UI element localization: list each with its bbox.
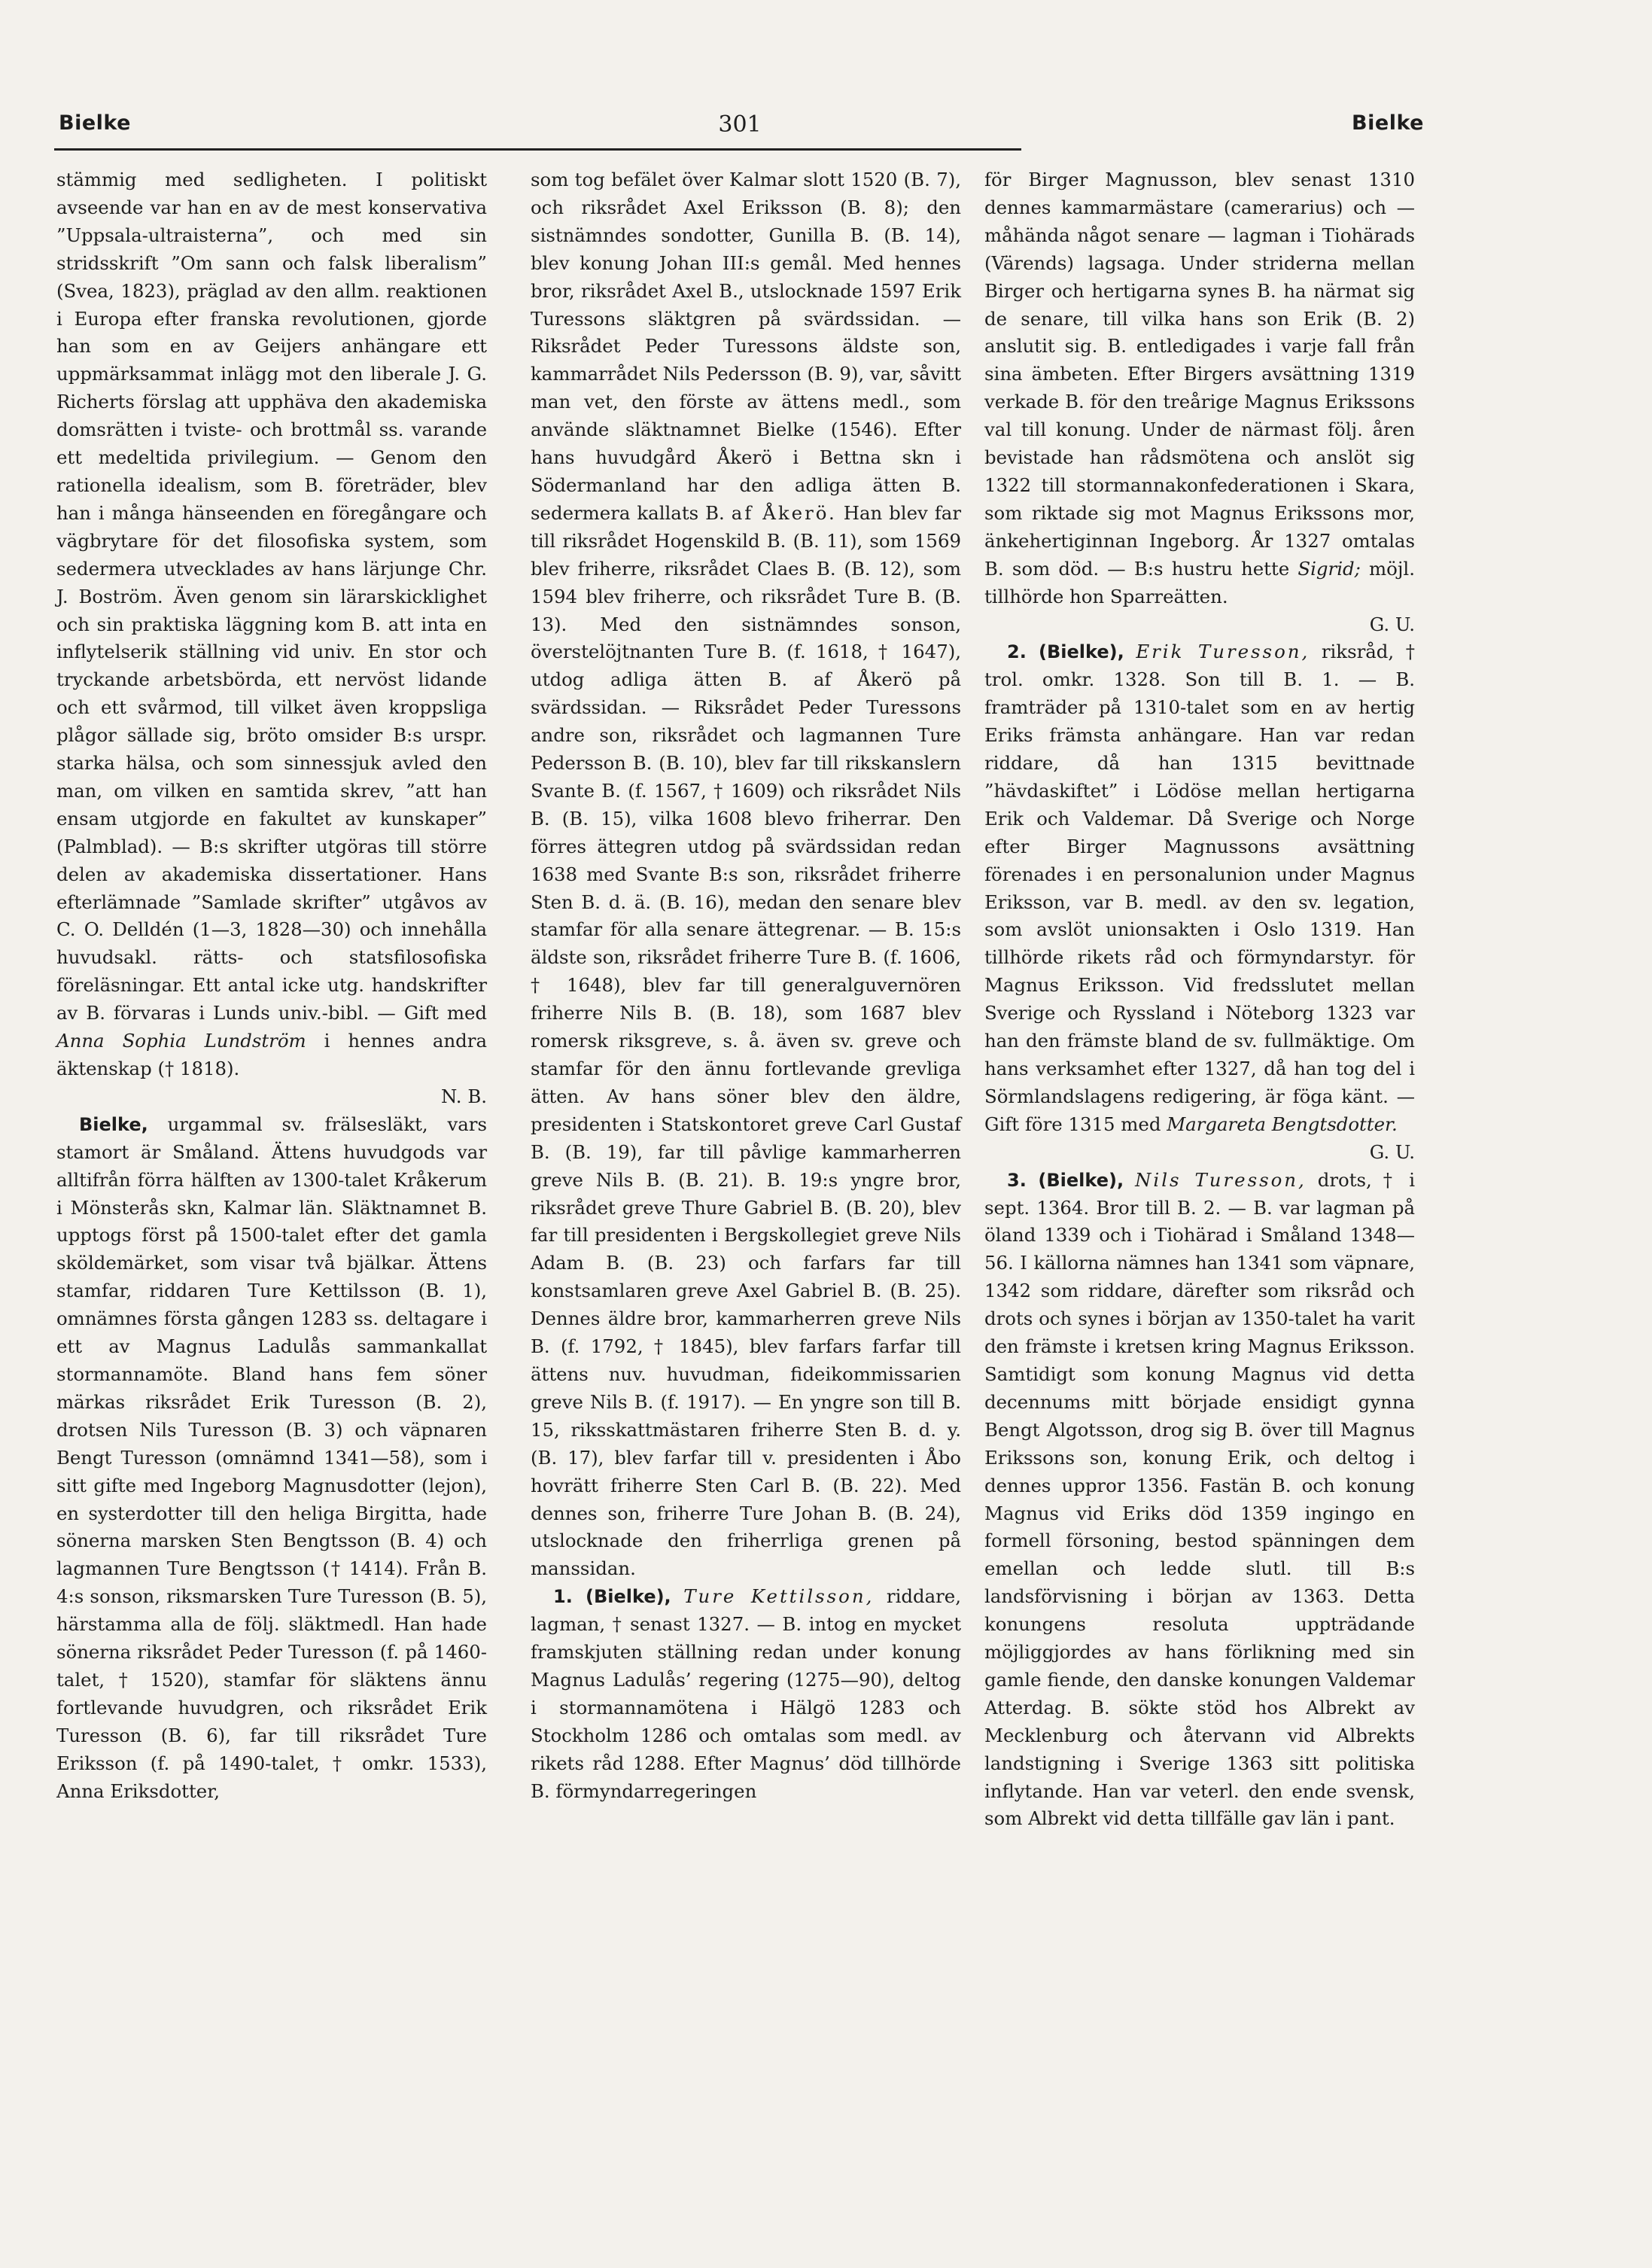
paragraph-text: riddare, lagman, † senast 1327. — B. intog en mycket framskjuten ställning redan under konung Magnus Ladulås’ regering (1275—90), deltog i stormannamötena i Hälgö 1283 och Stockholm 1286 och omtalas som medl. av rikets råd 1288. Efter Magnus’ död tillhörde B. förmyndarregeringen xyxy=(531,1585,961,1802)
header-right-word: Bielke xyxy=(1352,111,1424,135)
entry-nils-turesson xyxy=(984,1167,1415,1834)
spouse-name: Sigrid; xyxy=(1298,557,1361,580)
entry-erik-turesson xyxy=(984,638,1415,1166)
paragraph xyxy=(531,166,961,1583)
entry-headword: 2. (Bielke), xyxy=(1007,641,1124,663)
paragraph-text: i hennes andra äktenskap († 1818). xyxy=(56,1030,487,1079)
paragraph-text: drots, † i sept. 1364. Bror till B. 2. — B. var lagman på öland 1339 och i Tiohärad i Småland 1348—56. I källorna nämnes han 1341 som väpnare, 1342 som riddare, därefter som riksråd och drots och synes i början av 1350-talet ha varit den främste i kretsen kring Magnus Eriksson. Samtidigt som konung Magnus vid detta decennums mitt började ensidigt gynna Bengt Algotsson, drog sig B. över till Magnus Erikssons son, konung Erik, och deltog i dennes uppror 1356. Fastän B. och konung Magnus vid Eriks död 1359 ingingo en formell försoning, bestod spänningen dem emellan och ledde slutl. till B:s landsförvisning i början av 1363. Detta konungens resoluta uppträdande möjliggjordes av hans förlikning med sin gamle fiende, den danske konungen Valdemar Atterdag. B. sökte stöd hos Albrekt av Mecklenburg och återvann vid Albrekts landstigning i Sverige 1363 sitt politiska inflytande. Han var veterl. den ende svensk, som Albrekt vid detta tillfälle gav län i pant. xyxy=(984,1168,1416,1830)
paragraph-text: som tog befälet över Kalmar slott 1520 (B. 7), och riksrådet Axel Eriksson (B. 8); den sistnämndes sondotter, Gunilla B. (B. 14), blev konung Johan III:s gemål. Med hennes bror, riksrådet Axel B., utslocknade 1597 Erik Turessons släktgren på svärdssidan. — Riksrådet Peder Turessons äldste son, kammarrådet Nils Pedersson (B. 9), var, såvitt man vet, den förste av ättens medl., som använde släktnamnet Bielke (1546). Efter hans huvudgård Åkerö i Bettna skn i Södermanland har den adliga ätten B. sedermera kallats B. xyxy=(531,169,961,524)
paragraph-text: urgammal sv. frälsesläkt, vars stamort är Småland. Ättens huvudgods var alltifrån förra hälften av 1300-talet Kråkerum i Mönsterås skn, Kalmar län. Släktnamnet B. upptogs först på 1500-talet efter det gamla sköldemärket, som visar två bjälkar. Ättens stamfar, riddaren Ture Kettilsson (B. 1), omnämnes första gången 1283 ss. deltagare i ett av Magnus Ladulås sammankallat stormannamöte. Bland hans fem söner märkas riksrådet Erik Turesson (B. 2), drotsen Nils Turesson (B. 3) och väpnaren Bengt Turesson (omnämnd 1341—58), som i sitt gifte med Ingeborg Magnusdotter (lejon), en systerdotter till den heliga Birgitta, hade sönerna marsken Sten Bengtsson (B. 4) och lagmannen Ture Bengtsson († 1414). Från B. 4:s sonson, riksmarsken Ture Turesson (B. 5), härstamma alla de följ. släktmedl. Han hade sönerna riksrådet Peder Turesson (f. på 1460-talet, † 1520), stamfar för släktens ännu fortlevande huvudgren, och riksrådet Erik Turesson (B. 6), far till riksrådet Ture Eriksson (f. på 1490-talet, † omkr. 1533), Anna Eriksdotter, xyxy=(56,1113,487,1802)
spouse-name: Margareta Bengtsdotter. xyxy=(1167,1113,1398,1135)
paragraph xyxy=(56,166,487,1111)
paragraph-text: riksråd, † trol. omkr. 1328. Son till B. 1. — B. framträder på 1310-talet som en av hertig Eriks främsta anhängare. Han var redan riddare, då han 1315 bevittnade ”hävdaskiftet” i Lödöse mellan hertigarna Erik och Valdemar. Då Sverige och Norge efter Birger Magnussons avsättning förenades i en personalunion under Magnus Eriksson, var B. medl. av den sv. legation, som avslöt unionsakten i Oslo 1319. Han tillhörde rikets råd och förmyndarstyr. för Magnus Eriksson. Vid fredsslutet mellan Sverige och Ryssland i Nöteborg 1323 var han den främste bland de sv. fullmäktige. Om hans verksamhet efter 1327, då han tog del i Sörmlandslagens redigering, är föga känt. — Gift före 1315 med xyxy=(984,641,1415,1135)
page-number: 301 xyxy=(718,111,762,138)
entry-person-name: Ture Kettilsson, xyxy=(683,1585,875,1608)
entry-person-name: Erik Turesson, xyxy=(1136,641,1310,663)
entry-headword: 3. (Bielke), xyxy=(1007,1169,1124,1191)
paragraph-text: Han blev far till riksrådet Hogenskild B. (B. 11), som 1569 blev friherre, riksrådet Claes B. (B. 12), som 1594 blev friherre, och riksrådet Ture B. (B. 13). Med den sistnämndes sonson, överstelöjtnanten Ture B. (f. 1618, † 1647), utdog adliga ätten B. af Åkerö på svärdssidan. — Riksrådet Peder Turessons andre son, riksrådet och lagmannen Ture Pedersson B. (B. 10), blev far till rikskanslern Svante B. (f. 1567, † 1609) och riksrådet Nils B. (B. 15), vilka 1608 blevo friherrar. Den förres ättegren utdog på svärdssidan redan 1638 med Svante B:s son, riksrådet friherre Sten B. d. ä. (B. 16), medan den senare blev stamfar för alla senare ättegrenar. — B. 15:s äldste son, riksrådet friherre Ture B. (f. 1606, † 1648), blev far till generalguvernören friherre Nils B. (B. 18), som 1687 blev romersk riksgreve, s. å. även sv. greve och stamfar för den ännu fortlevande grevliga ätten. Av hans söner blev den äldre, presidenten i Statskontoret greve Carl Gustaf B. (B. 19), far till påvlige kammarherren greve Nils B. (B. 21). B. 19:s yngre bror, riksrådet greve Thure Gabriel B. (B. 20), blev far till presidenten i Bergskollegiet greve Nils Adam B. (B. 23) och farfars far till konstsamlaren greve Axel Gabriel B. (B. 25). Dennes äldre bror, kammarherren greve Nils B. (f. 1792, † 1845), blev farfars farfar till ättens nuv. huvudman, fideikommissarien greve Nils B. (f. 1917). — En yngre son till B. 15, riksskattmästaren friherre Sten B. d. y. (B. 17), blev farfar till v. presidenten i Åbo hovrätt friherre Sten Carl B. (B. 22). Med dennes son, friherre Ture Johan B. (B. 24), utslocknade den friherrliga grenen på manssidan. xyxy=(531,501,961,1580)
header-rule xyxy=(54,148,1021,151)
running-header xyxy=(53,111,1427,149)
entry-ture-kettilsson xyxy=(531,1583,961,1805)
text-column-2 xyxy=(531,166,961,1805)
entry-headword: Bielke, xyxy=(79,1113,148,1135)
text-column-3 xyxy=(984,166,1415,1833)
header-left-word: Bielke xyxy=(59,111,131,135)
author-signature: N. B. xyxy=(441,1085,487,1107)
paragraph-text: för Birger Magnusson, blev senast 1310 dennes kammarmästare (camerarius) och — måhända något senare — lagman i Tiohärads (Värends) lagsaga. Under striderna mellan Birger och hertigarna synes B. ha närmat sig de senare, till vilka hans son Erik (B. 2) anslutit sig. B. entledigades i varje fall från sina ämbeten. Efter Birgers avsättning 1319 verkade B. för den treårige Magnus Erikssons val till konung. Under de närmast följ. åren bevistade han rådsmötena och anslöt sig 1322 till stormannakonfederationen i Skara, som riktade sig mot Magnus Erikssons mor, änkehertiginnan Ingeborg. År 1327 omtalas B. som död. — B:s hustru hette xyxy=(984,169,1415,580)
entry-family-bielke xyxy=(56,1111,487,1806)
paragraph-text: möjl. tillhörde hon Sparreätten. xyxy=(984,557,1415,607)
paragraph xyxy=(984,166,1415,638)
author-signature: G. U. xyxy=(1369,1140,1415,1163)
spouse-name: Anna Sophia Lundström xyxy=(56,1030,306,1052)
entry-headword: 1. (Bielke), xyxy=(553,1586,671,1608)
spaced-name: af Åkerö. xyxy=(731,501,837,524)
paragraph-text: stämmig med sedligheten. I politiskt avseende var han en av de mest konservativa ”Uppsala-ultraisterna”, och med sin stridsskrift ”Om sann och falsk liberalism” (Svea, 1823), präglad av den allm. reaktionen i Europa efter franska revolutionen, gjorde han som en av Geijers anhängare ett uppmärksammat inlägg mot den liberale J. G. Richerts förslag att upphäva den akademiska domsrätten i tviste- och brottmål ss. varande ett medeltida privilegium. — Genom den rationella idealism, som B. företräder, blev han i många hänseenden en föregångare och vägbrytare för det filosofiska system, som sedermera utvecklades av hans lärjunge Chr. J. Boström. Även genom sin lärarskicklighet och sin praktiska läggning kom B. att inta en inflytelserik ställning vid univ. En stor och tryckande arbetsbörda, ett nervöst lidande och ett svårmod, till vilket även kroppsliga plågor sällade sig, bröto omsider B:s urspr. starka hälsa, och som sinnessjuk avled den man, om vilken en samtida skrev, ”att han ensam utgjorde en fakultet av kunskaper” (Palmblad). — B:s skrifter utgöras till större delen av akademiska dissertationer. Hans efterlämnade ”Samlade skrifter” utgåvos av C. O. Delldén (1—3, 1828—30) och innehålla huvudsakl. rätts- och statsfilosofiska föreläsningar. Ett antal icke utg. handskrifter av B. förvaras i Lunds univ.-bibl. — Gift med xyxy=(56,169,487,1024)
entry-person-name: Nils Turesson, xyxy=(1135,1168,1307,1191)
author-signature: G. U. xyxy=(1369,613,1415,635)
text-column-1 xyxy=(56,166,487,1805)
